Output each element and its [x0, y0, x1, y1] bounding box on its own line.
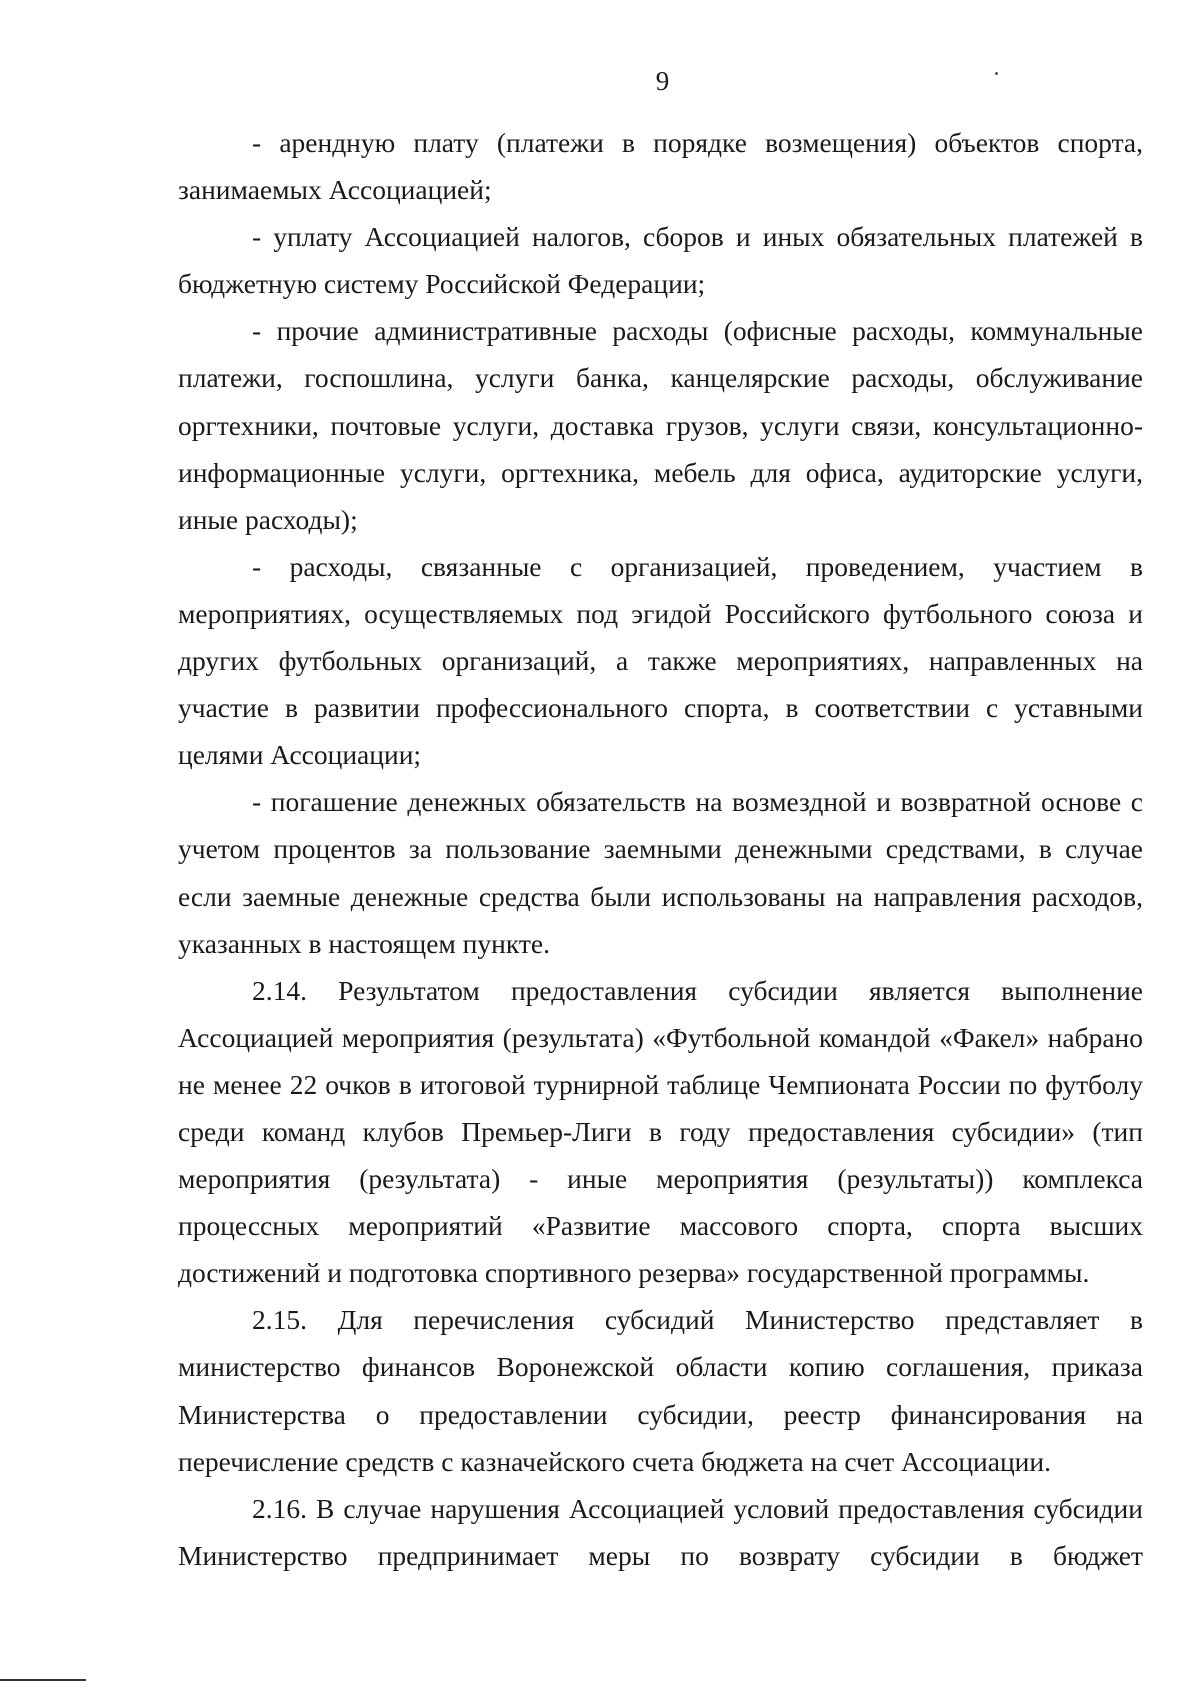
paragraph-taxes: - уплату Ассоциацией налогов, сборов и иных обязательных платежей в бюджетную систему Российской Федерации;	[178, 221, 1143, 300]
paragraph-admin-expenses: - прочие административные расходы (офисные расходы, коммунальные платежи, госпошлина, услуги банка, канцелярские расходы, обслуживание оргтехники, почтовые услуги, доставка грузов, услуги связи, консультационно-информационные услуги, оргтехника, мебель для офиса, аудиторские услуги, иные расходы);	[178, 315, 1143, 535]
clause-2-14: 2.14. Результатом предоставления субсидии является выполнение Ассоциацией мероприятия (результата) «Футбольной командой «Факел» набрано не менее 22 очков в итоговой турнирной таблице Чемпионата России по футболу среди команд клубов Премьер-Лиги в году предоставления субсидии» (тип мероприятия (результата) - иные мероприятия (результаты)) комплекса процессных мероприятий «Развитие массового спорта, спорта высших достижений и подготовка спортивного резерва» государственной программы.	[178, 974, 1143, 1289]
page-number: 9	[655, 66, 670, 96]
document-body	[178, 119, 1143, 1579]
paragraph-debt-repayment: - погашение денежных обязательств на возмездной и возвратной основе с учетом процентов за пользование заемными денежными средствами, в случае если заемные денежные средства были использованы на направления расходов, указанных в настоящем пункте.	[178, 786, 1143, 959]
paragraph-rent: - арендную плату (платежи в порядке возмещения) объектов спорта, занимаемых Ассоциацией;	[178, 127, 1143, 206]
paragraph-events-expenses: - расходы, связанные с организацией, проведением, участием в мероприятиях, осуществляемых под эгидой Российского футбольного союза и других футбольных организаций, а также мероприятиях, направленных на участие в развитии профессионального спорта, в соответствии с уставными целями Ассоциации;	[178, 550, 1143, 771]
clause-2-16: 2.16. В случае нарушения Ассоциацией условий предоставления субсидии Министерство предпринимает меры по возврату субсидии в бюджет	[178, 1492, 1143, 1571]
scan-speck	[995, 72, 998, 75]
clause-2-15: 2.15. Для перечисления субсидий Министерство представляет в министерство финансов Воронежской области копию соглашения, приказа Министерства о предоставлении субсидии, реестр финансирования на перечисление средств с казначейского счета бюджета на счет Ассоциации.	[178, 1304, 1143, 1477]
scan-edge-mark	[0, 1679, 86, 1681]
